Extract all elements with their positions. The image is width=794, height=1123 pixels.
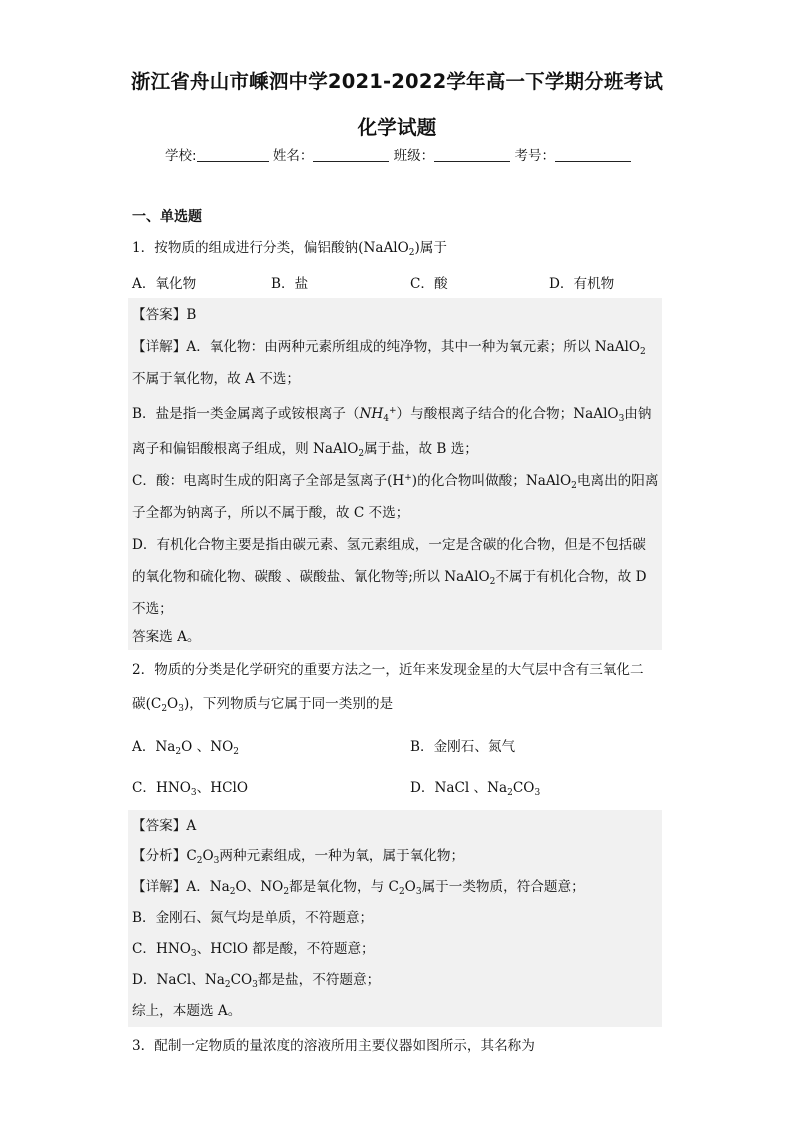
q2-option-c[interactable]: C．$HNO_3$、HClO <box>132 780 248 798</box>
q1-detail-line: 的氧化物和硫化物、碳酸 、碳酸盐、氰化物等;所以 NaAlO$_2$不属于有机化合物，故 D <box>132 569 647 587</box>
q2-detail-line: D．NaCl、$Na_2CO_3$都是盐，不符题意； <box>132 972 381 990</box>
q1-detail-line: 【详解】A．氧化物：由两种元素所组成的纯净物，其中一种为氧元素；所以 NaAlO$_2$ <box>132 339 646 357</box>
q1-option-d[interactable]: D．有机物 <box>549 276 615 292</box>
q1-detail-line: 子全都为钠离子，所以不属于酸，故 C 不选； <box>132 505 410 521</box>
q2-analysis: 【分析】$C_2O_3$两种元素组成，一种为氧，属于氧化物； <box>132 848 465 866</box>
q1-answer: 【答案】B <box>132 307 197 323</box>
q1-detail-line: 不选； <box>132 601 173 617</box>
student-info-row <box>165 144 635 164</box>
q1-detail-line: 不属于氧化物，故 A 不选； <box>132 371 300 387</box>
exam-number-label: 考号： <box>514 148 555 164</box>
exam-subtitle: 化学试题 <box>357 116 437 139</box>
q1-option-b[interactable]: B．盐 <box>271 276 309 292</box>
q2-detail-line: C．$HNO_3$、HClO 都是酸，不符题意； <box>132 941 375 959</box>
q1-detail-line: C．酸：电离时生成的阳离子全部是氢离子(H+)的化合物叫做酸；NaAlO$_2$电离出的阳离 <box>132 473 659 491</box>
class-blank[interactable] <box>434 147 510 162</box>
q1-detail-line: 答案选 A。 <box>132 629 201 645</box>
name-blank[interactable] <box>313 147 389 162</box>
class-label: 班级： <box>393 148 435 164</box>
q2-option-b[interactable]: B．金刚石、氮气 <box>410 739 516 755</box>
q2-answer: 【答案】A <box>132 818 197 834</box>
name-label: 姓名： <box>272 148 314 164</box>
q1-detail-line: D．有机化合物主要是指由碳元素、氢元素组成，一定是含碳的化合物，但是不包括碳 <box>132 537 646 553</box>
section-heading: 一、单选题 <box>132 209 202 225</box>
exam-number-blank[interactable] <box>555 147 631 162</box>
question-1-stem: 1．按物质的组成进行分类，偏铝酸钠(NaAlO$_2$)属于 <box>132 240 447 258</box>
q2-option-d[interactable]: D．NaCl 、$Na_2CO_3$ <box>410 780 541 798</box>
question-2-stem: 碳$(C_2O_3)$，下列物质与它属于同一类别的是 <box>132 696 394 714</box>
q1-option-c[interactable]: C．酸 <box>410 276 448 292</box>
q2-summary: 综上，本题选 A。 <box>132 1003 242 1019</box>
q1-detail-line: 离子和偏铝酸根离子组成，则 NaAlO$_2$属于盐，故 B 选； <box>132 441 478 459</box>
school-blank[interactable] <box>197 147 269 162</box>
school-label: 学校: <box>165 148 197 164</box>
exam-title: 浙江省舟山市嵊泗中学2021-2022学年高一下学期分班考试 <box>130 70 664 93</box>
q1-detail-line: B．盐是指一类金属离子或铵根离子$(NH_4^+)$与酸根离子结合的化合物；NaAlO$_3$由钠 <box>132 406 652 424</box>
q2-detail-line: 【详解】A．$Na_2O$、$NO_2$都是氧化物，与 $C_2O_3$属于一类物质，符合题意； <box>132 879 585 897</box>
question-3-stem: 3．配制一定物质的量浓度的溶液所用主要仪器如图所示，其名称为 <box>132 1038 535 1054</box>
question-2-stem: 2．物质的分类是化学研究的重要方法之一，近年来发现金星的大气层中含有三氧化二 <box>132 662 644 678</box>
q2-detail-line: B．金刚石、氮气均是单质，不符题意； <box>132 910 374 926</box>
q2-option-a[interactable]: A．$Na_2O$ 、$NO_2$ <box>132 739 239 757</box>
q1-option-a[interactable]: A．氧化物 <box>132 276 197 292</box>
